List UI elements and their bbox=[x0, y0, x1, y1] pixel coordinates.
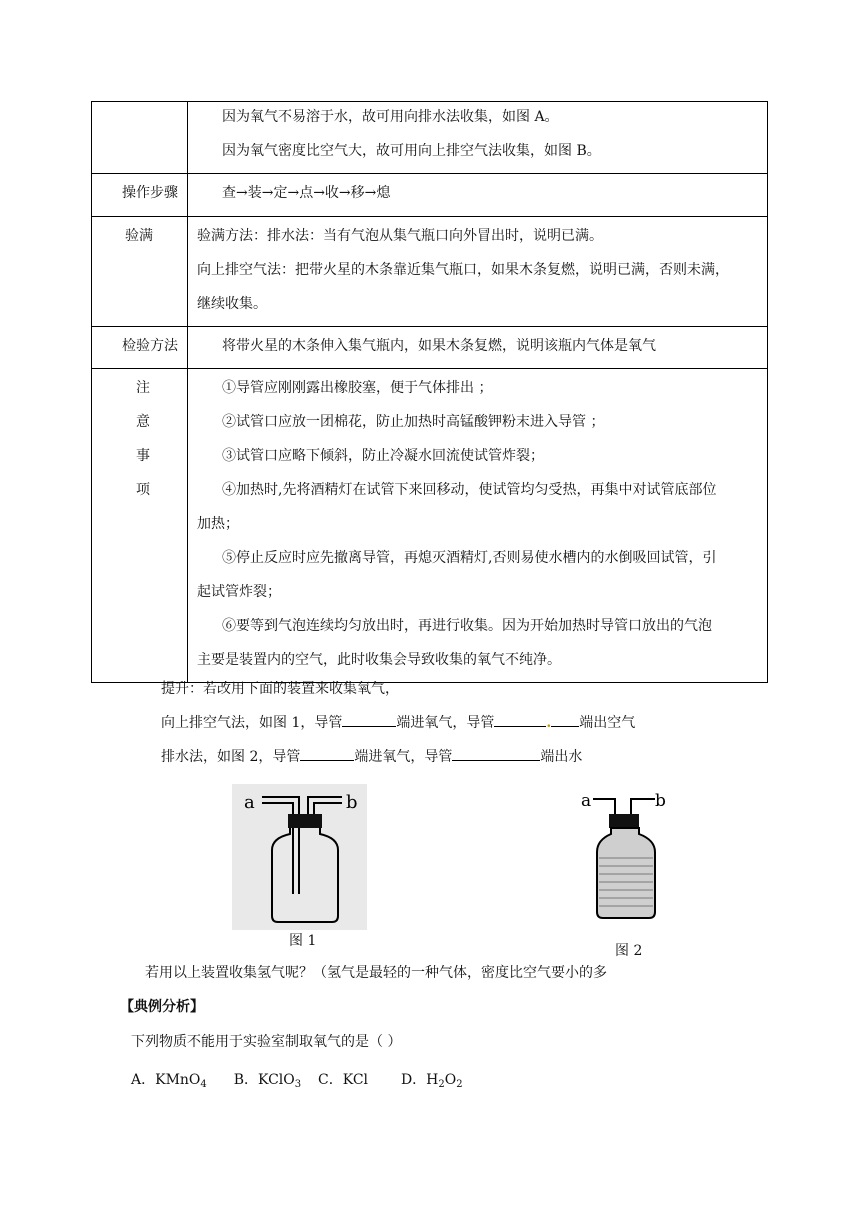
paragraph: ①导管应刚刚露出橡胶塞，便于气体排出 ； bbox=[222, 380, 493, 396]
fill-blank[interactable] bbox=[342, 712, 396, 727]
option-b[interactable] bbox=[234, 1072, 301, 1088]
paragraph: 起试管炸裂； bbox=[197, 584, 281, 600]
figure-2-label-b: b bbox=[655, 791, 666, 811]
row-label: 检验方法 bbox=[122, 338, 178, 354]
paragraph: ③试管口应略下倾斜，防止冷凝水回流使试管炸裂； bbox=[222, 448, 544, 464]
stopper bbox=[288, 814, 322, 828]
option-a[interactable] bbox=[131, 1072, 207, 1088]
text-segment: 排水法，如图 2，导管 bbox=[161, 749, 301, 765]
stopper bbox=[609, 814, 639, 828]
paragraph: 因为氧气密度比空气大，故可用向上排空气法收集，如图 B。 bbox=[222, 143, 601, 159]
option-text: KCl bbox=[342, 1072, 369, 1088]
figure-2-apparatus bbox=[579, 788, 669, 923]
option-text: KClO bbox=[258, 1072, 295, 1088]
option-label: D． bbox=[400, 1072, 427, 1088]
paragraph: ⑤停止反应时应先撤离导管，再熄灭酒精灯,否则易使水槽内的水倒吸回试管，引 bbox=[222, 550, 717, 566]
figure-1-apparatus bbox=[232, 784, 367, 930]
question-hydrogen: 若用以上装置收集氢气呢？（氢气是最轻的一种气体，密度比空气要小的多 bbox=[145, 965, 607, 981]
fill-blank[interactable] bbox=[300, 746, 354, 761]
tisheng-line-1: 提升：若改用下面的装置来收集氧气， bbox=[161, 681, 399, 697]
paragraph: ⑥要等到气泡连续均匀放出时，再进行收集。因为开始加热时导管口放出的气泡 bbox=[222, 618, 712, 634]
paragraph: 将带火星的木条伸入集气瓶内，如果木条复燃，说明该瓶内气体是氧气 bbox=[222, 338, 656, 354]
label-char: 项 bbox=[136, 482, 150, 498]
section-title: 【典例分析】 bbox=[120, 999, 204, 1015]
paragraph: 因为氧气不易溶于水，故可用向排水法收集，如图 A。 bbox=[222, 109, 559, 125]
table-cell bbox=[188, 327, 768, 369]
table-row bbox=[92, 217, 768, 327]
figure-2-caption: 图 2 bbox=[615, 943, 643, 959]
option-label: B． bbox=[233, 1072, 258, 1088]
question-text: 下列物质不能用于实验室制取氧气的是（ ） bbox=[131, 1034, 402, 1050]
subscript: 2 bbox=[438, 1079, 445, 1090]
row-label: 验满 bbox=[125, 228, 153, 244]
table-cell bbox=[188, 102, 768, 174]
text-segment: 端进氧气，导管 bbox=[396, 715, 495, 731]
label-char: 事 bbox=[136, 448, 150, 464]
figure-2-label-a: a bbox=[581, 791, 592, 811]
fill-blank[interactable] bbox=[551, 712, 579, 727]
text-segment: 端出水 bbox=[540, 749, 583, 765]
paragraph: 向上排空气法：把带火星的木条靠近集气瓶口，如果木条复燃，说明已满，否则未满， bbox=[197, 262, 729, 278]
table-cell-label bbox=[92, 174, 188, 217]
option-c[interactable] bbox=[318, 1072, 368, 1088]
table-row bbox=[92, 327, 768, 369]
option-label: A． bbox=[131, 1072, 156, 1088]
tisheng-line-3 bbox=[161, 746, 582, 766]
table-row bbox=[92, 174, 768, 217]
option-label: C． bbox=[318, 1072, 343, 1088]
option-text: KMnO bbox=[155, 1072, 201, 1088]
paragraph: 继续收集。 bbox=[197, 296, 267, 312]
paragraph: ④加热时,先将酒精灯在试管下来回移动，使试管均匀受热，再集中对试管底部位 bbox=[222, 482, 717, 498]
label-char: 意 bbox=[136, 414, 150, 430]
fill-blank[interactable] bbox=[452, 746, 540, 761]
paragraph: 验满方法：排水法：当有气泡从集气瓶口向外冒出时，说明已满。 bbox=[197, 228, 603, 244]
paragraph: 查→装→定→点→收→移→熄 bbox=[222, 185, 391, 201]
subscript: 3 bbox=[294, 1079, 302, 1090]
row-label: 操作步骤 bbox=[122, 185, 178, 201]
text-segment: 向上排空气法，如图 1，导管 bbox=[161, 715, 343, 731]
subscript: 4 bbox=[200, 1079, 207, 1090]
table-cell bbox=[188, 217, 768, 327]
text-segment: 端出空气 bbox=[579, 715, 636, 731]
table-row bbox=[92, 369, 768, 683]
tisheng-line-2 bbox=[161, 712, 635, 732]
fill-blank[interactable] bbox=[494, 712, 546, 727]
bottle-filled-water bbox=[597, 828, 655, 918]
option-text: O bbox=[444, 1072, 457, 1088]
table-cell-label bbox=[92, 327, 188, 369]
paragraph: 加热； bbox=[197, 516, 239, 532]
dot-mark: . bbox=[546, 715, 552, 731]
paragraph: 主要是装置内的空气，此时收集会导致收集的氧气不纯净。 bbox=[197, 652, 561, 668]
option-text: H bbox=[426, 1072, 439, 1088]
table-cell-label bbox=[92, 369, 188, 683]
figure-1-label-b: b bbox=[346, 792, 358, 813]
table-row bbox=[92, 102, 768, 174]
subscript: 2 bbox=[456, 1079, 463, 1090]
table-cell bbox=[188, 369, 768, 683]
text-segment: 端进氧气，导管 bbox=[354, 749, 453, 765]
figure-1-label-a: a bbox=[244, 792, 255, 813]
table-cell-label bbox=[92, 217, 188, 327]
table-cell-empty bbox=[92, 102, 188, 174]
label-char: 注 bbox=[136, 380, 150, 396]
paragraph: ②试管口应放一团棉花，防止加热时高锰酸钾粉末进入导管 ； bbox=[222, 414, 605, 430]
option-d[interactable] bbox=[401, 1072, 463, 1088]
table-cell bbox=[188, 174, 768, 217]
content-table bbox=[91, 101, 768, 683]
figure-1-caption: 图 1 bbox=[289, 933, 317, 949]
options-row bbox=[131, 1069, 463, 1090]
